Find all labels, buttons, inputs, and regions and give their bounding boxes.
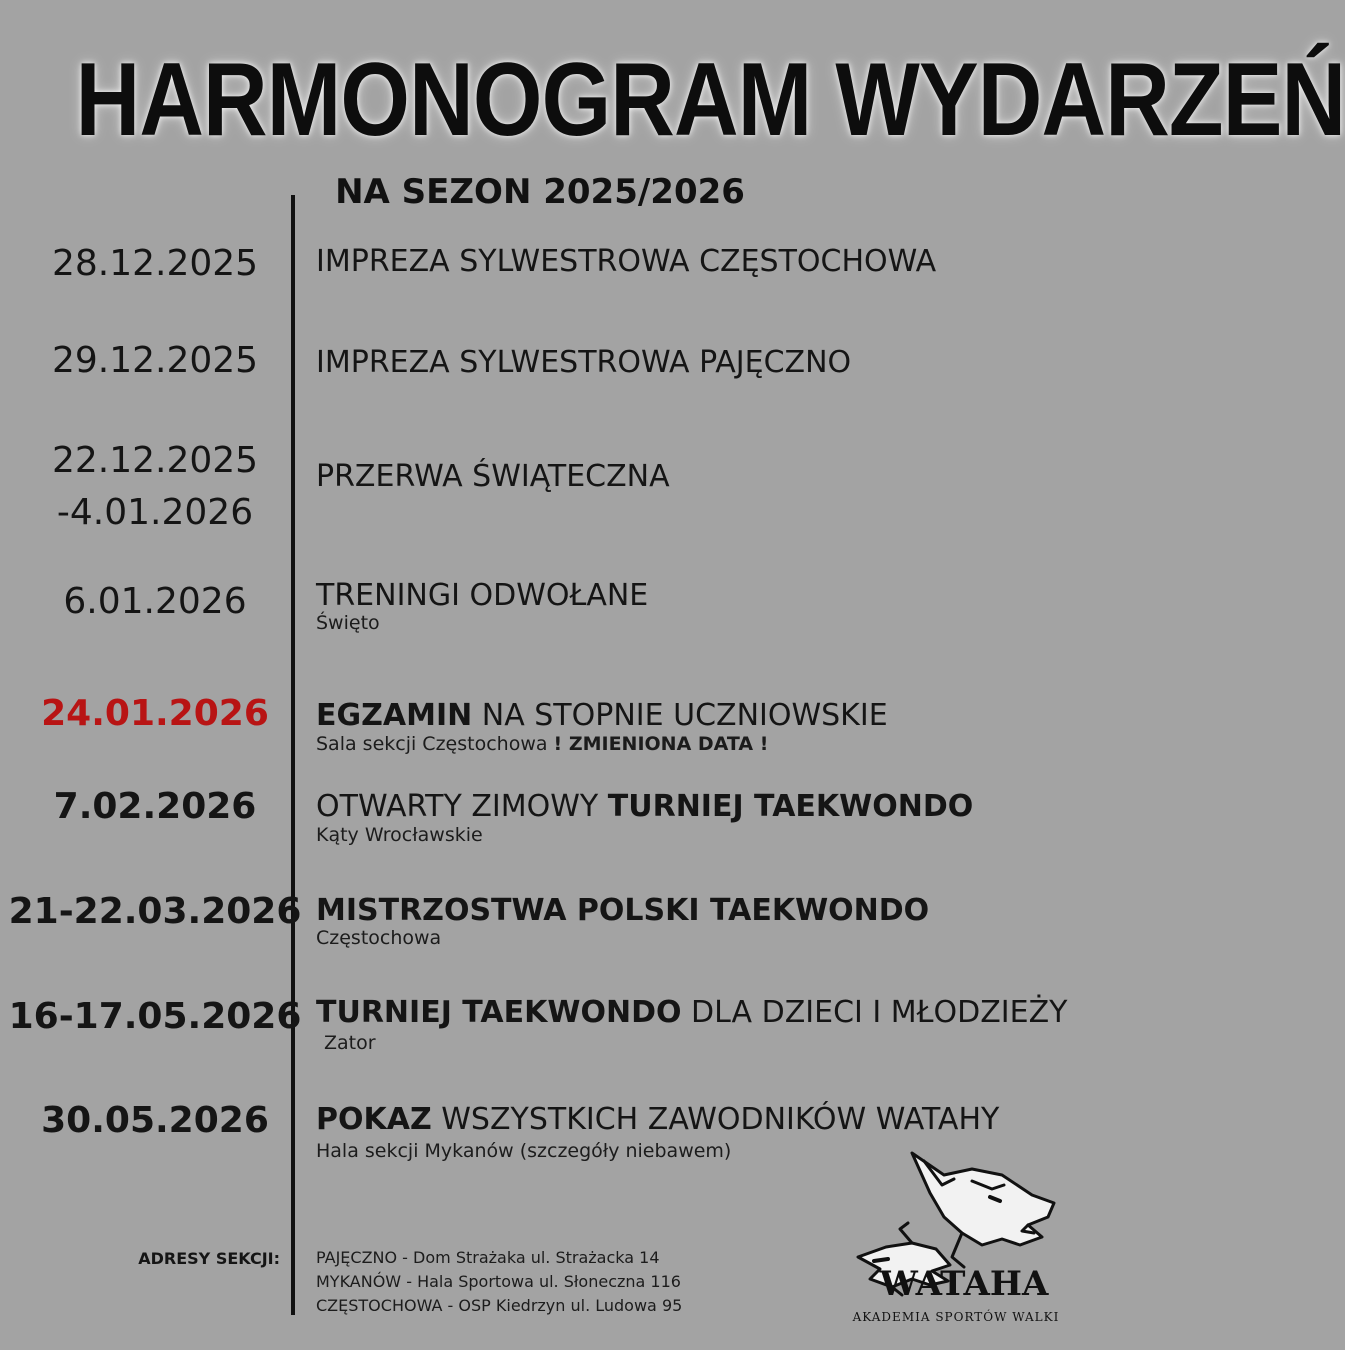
event-title [316, 787, 1056, 827]
event-title-bold: TURNIEJ TAEKWONDO [607, 789, 974, 824]
address-item: PAJĘCZNO - Dom Strażaka ul. Strażacka 14 [316, 1248, 660, 1267]
addresses-label: ADRESY SEKCJI: [138, 1249, 280, 1268]
event-title-rest: OTWARTY ZIMOWY [316, 789, 599, 824]
event-title-bold: EGZAMIN [316, 698, 473, 733]
event-date: 29.12.2025 [51, 340, 259, 381]
event-title-rest: WSZYSTKICH ZAWODNIKÓW WATAHY [441, 1102, 1000, 1137]
address-item: MYKANÓW - Hala Sportowa ul. Słoneczna 116 [316, 1272, 681, 1291]
event-title [316, 993, 1068, 1033]
event-date-highlighted: 24.01.2026 [41, 693, 269, 734]
event-title [316, 891, 1056, 931]
logo-tagline: AKADEMIA SPORTÓW WALKI [852, 1310, 1060, 1324]
event-title-bold: POKAZ [316, 1102, 432, 1137]
event-date: 30.05.2026 [41, 1100, 269, 1141]
event-note-text: Sala sekcji Częstochowa [316, 733, 548, 755]
event-note: Zator [324, 1032, 376, 1054]
wataha-logo [852, 1145, 1062, 1335]
event-date-start: 22.12.2025 [51, 440, 259, 481]
event-note: Częstochowa [316, 927, 442, 949]
event-note: Kąty Wrocławskie [316, 824, 483, 846]
event-title [316, 696, 1056, 736]
event-title-rest: NA STOPNIE UCZNIOWSKIE [481, 698, 888, 733]
event-date: 28.12.2025 [51, 243, 259, 284]
event-note-alert: ! ZMIENIONA DATA ! [553, 733, 769, 755]
page-title: HARMONOGRAM WYDARZEŃ [75, 42, 1345, 158]
event-title-bold: MISTRZOSTWA POLSKI TAEKWONDO [316, 893, 930, 928]
event-title: PRZERWA ŚWIĄTECZNA [316, 459, 670, 494]
event-note: Święto [316, 612, 380, 634]
event-title-bold: TURNIEJ TAEKWONDO [316, 995, 682, 1030]
event-date: 16-17.05.2026 [8, 996, 302, 1037]
event-title-rest: DLA DZIECI I MŁODZIEŻY [691, 995, 1068, 1030]
addresses-list [316, 1246, 682, 1318]
page-subtitle: NA SEZON 2025/2026 [335, 172, 745, 212]
event-date: 21-22.03.2026 [8, 891, 302, 932]
event-date-end: -4.01.2026 [56, 492, 254, 533]
logo-name: WATAHA [879, 1264, 1049, 1304]
event-title: TRENINGI ODWOŁANE [316, 578, 649, 613]
address-item: CZĘSTOCHOWA - OSP Kiedrzyn ul. Ludowa 95 [316, 1296, 683, 1315]
event-title: IMPREZA SYLWESTROWA PAJĘCZNO [316, 345, 852, 380]
event-title [316, 1100, 1056, 1140]
wolf-head-icon [852, 1145, 1062, 1335]
event-date: 7.02.2026 [53, 786, 257, 827]
event-date: 6.01.2026 [63, 581, 247, 622]
event-title: IMPREZA SYLWESTROWA CZĘSTOCHOWA [316, 244, 937, 279]
event-note [316, 732, 1056, 756]
event-note: Hala sekcji Mykanów (szczegóły niebawem) [316, 1140, 732, 1162]
